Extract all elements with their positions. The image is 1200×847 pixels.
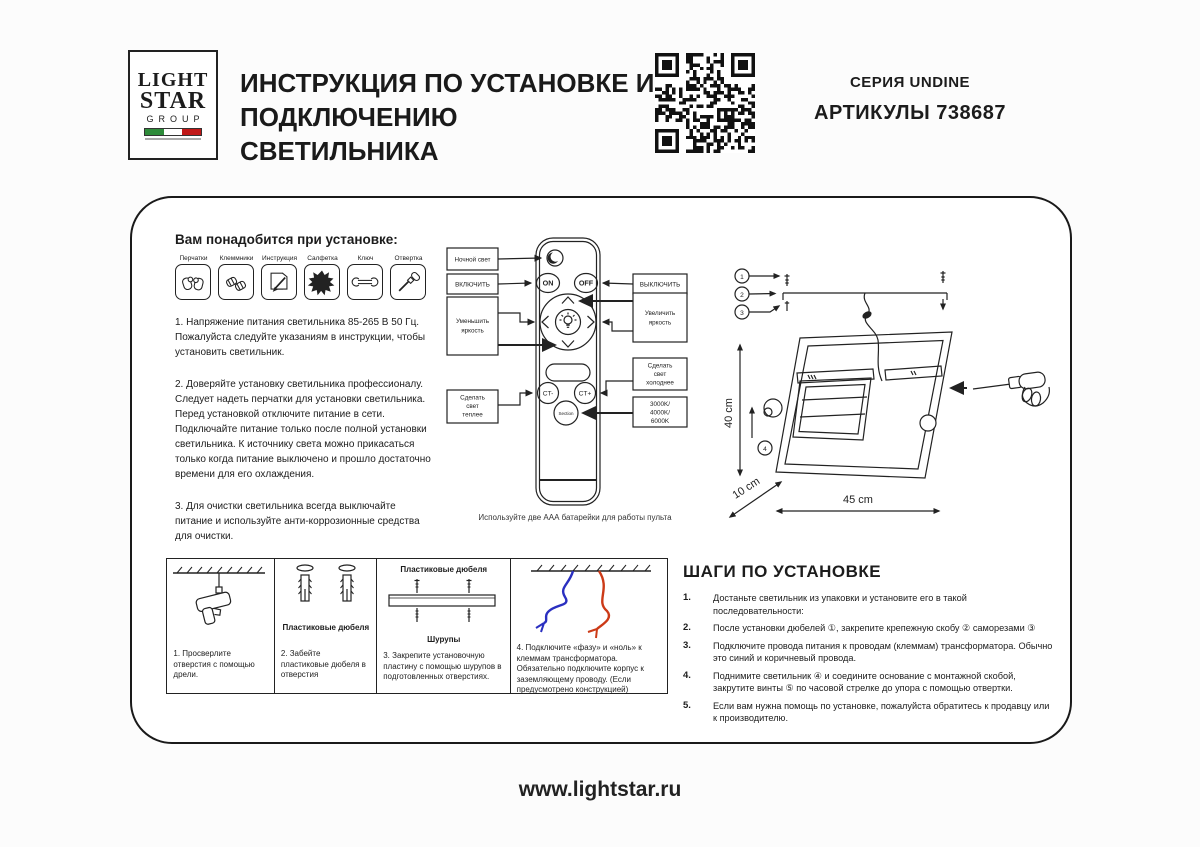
qr-code <box>655 53 755 153</box>
steps-heading: ШАГИ ПО УСТАНОВКЕ <box>683 562 882 581</box>
svg-text:Увеличить: Увеличить <box>644 310 676 317</box>
label-turn-on <box>447 274 531 294</box>
svg-text:10 cm: 10 cm <box>730 475 763 502</box>
instruction-icon <box>264 267 294 297</box>
svg-text:45 cm: 45 cm <box>843 494 873 506</box>
panel-3-caption: 3. Закрепите установочную пластину с помощью шурупов в подготовленных отверстиях. <box>383 651 502 681</box>
screwdriver-handle <box>1018 371 1046 389</box>
panel-4-caption: 4. Подключите «фазу» и «ноль» к клеммам трансформатора. Обязательно подключите корпус к заземляющему проводу. (Если предусмотрено конструкцией) <box>516 643 644 694</box>
light-fixture <box>764 332 952 478</box>
svg-text:CT+: CT+ <box>578 390 592 398</box>
step-1: 1. Достаньте светильник из упаковки и установите его в такой последовательности: <box>683 592 967 616</box>
logo-star: STAR <box>139 88 207 114</box>
svg-text:ON: ON <box>542 278 554 288</box>
mount-ear-right <box>920 415 936 431</box>
website-url: www.lightstar.ru <box>518 778 682 801</box>
hand-outline <box>1022 387 1049 406</box>
pill-button <box>546 364 590 381</box>
svg-text:яркость: яркость <box>461 327 484 335</box>
screw-4 <box>468 608 471 622</box>
title-line-2: ПОДКЛЮЧЕНИЮ СВЕТИЛЬНИКА <box>240 102 458 166</box>
driver-bar-right <box>885 366 942 380</box>
svg-text:холоднее: холоднее <box>646 379 674 387</box>
svg-text:1: 1 <box>740 273 744 281</box>
svg-text:ВКЛЮЧИТЬ: ВКЛЮЧИТЬ <box>455 281 490 289</box>
ct-minus-button <box>538 383 559 404</box>
ct-plus-button <box>575 383 596 404</box>
svg-text:40 cm: 40 cm <box>723 398 735 428</box>
panel-3-label-top: Пластиковые дюбеля <box>400 565 488 574</box>
off-button <box>575 274 598 293</box>
safety-notes <box>175 315 433 561</box>
tool-screwdriver: Отвертка <box>390 255 427 300</box>
plate-illustration <box>377 575 507 633</box>
series-label: СЕРИЯ UNDINE <box>849 74 971 91</box>
screw-3 <box>416 608 419 622</box>
label-warm-light <box>447 390 532 423</box>
label-decrease-brightness <box>447 297 554 355</box>
panel-2-label: Пластиковые дюбеля <box>282 623 370 632</box>
callout-3 <box>735 305 779 319</box>
screw-below-bracket <box>785 301 789 311</box>
remote-diagram <box>440 233 710 518</box>
label-turn-off <box>603 274 687 294</box>
svg-text:4000K/: 4000K/ <box>650 409 670 417</box>
svg-text:ВЫКЛЮЧИТЬ: ВЫКЛЮЧИТЬ <box>639 281 681 289</box>
step-4: 4. Поднимите светильник ④ и соедините основание с монтажной скобой, закрутите винты ⑤ по часовой стрелке до упора с помощью отвертки. <box>683 669 1016 693</box>
moon-icon <box>548 253 558 264</box>
power-wire <box>861 293 882 381</box>
svg-text:яркость: яркость <box>648 319 672 327</box>
dim-width <box>777 494 939 511</box>
night-light-button <box>547 250 563 266</box>
panel-dowels <box>274 558 378 694</box>
tools-row <box>175 255 433 300</box>
svg-text:Сделать: Сделать <box>460 394 485 402</box>
svg-text:4: 4 <box>763 445 767 453</box>
svg-text:Ночной свет: Ночной свет <box>454 256 491 264</box>
svg-text:6000K: 6000K <box>650 418 670 425</box>
dim-height <box>723 345 740 475</box>
panel-drill <box>166 558 275 694</box>
svg-text:3000K/: 3000K/ <box>650 401 670 408</box>
step-2: 2. После установки дюбелей ①, закрепите крепежную скобу ② саморезами ③ <box>683 622 1036 633</box>
note-professional: 2. Доверяйте установку светильника профессионалу. Следует надеть перчатки для установки светильника. Перед установкой отключите питание в сети. Подключайте питание только после полной установки светильника. К источнику света можно прикасаться только когда питание выключено и прошло достаточно времени для его охлаждения. <box>175 379 431 480</box>
tool-napkin: Салфетка <box>304 255 341 300</box>
title-line-1: ИНСТРУКЦИЯ ПО УСТАНОВКЕ И <box>240 68 655 98</box>
svg-text:Section: Section <box>558 410 574 416</box>
callout-1 <box>735 269 779 283</box>
svg-text:2: 2 <box>740 291 744 299</box>
mounting-bracket <box>783 271 947 311</box>
note-cleaning: 3. Для очистки светильника всегда выключайте питание и используйте анти-коррозионные средства для очистки. <box>175 501 420 542</box>
dowels-illustration <box>275 559 374 621</box>
wire-blue <box>544 571 573 623</box>
italy-flag-bar <box>144 128 202 136</box>
screw-2 <box>467 579 472 593</box>
hand-screwdriver <box>952 371 1049 406</box>
svg-text:свет: свет <box>466 403 479 410</box>
fixture-diagram <box>715 245 1060 535</box>
logo-group: GROUP <box>146 114 205 124</box>
tool-wrench: Ключ <box>347 255 384 300</box>
panel-1-caption: 1. Просверлите отверстия с помощью дрели. <box>173 649 255 679</box>
wires-illustration <box>511 559 663 639</box>
clamps-icon <box>221 267 251 297</box>
needs-heading: Вам понадобится при установке: <box>175 232 398 247</box>
screwdriver-icon <box>393 267 423 297</box>
dpad-up-arrow <box>562 297 574 304</box>
panel-plate <box>376 558 511 694</box>
installation-panels <box>168 558 668 694</box>
label-night-light <box>447 248 541 270</box>
wrench-icon <box>350 267 380 297</box>
screw-1 <box>415 579 420 593</box>
screw-top-left <box>785 274 790 286</box>
panel-2-caption: 2. Забейте пластиковые дюбеля в отверстия <box>280 649 366 679</box>
svg-text:Сделать: Сделать <box>647 362 673 370</box>
dpad-down-arrow <box>562 341 574 348</box>
napkin-icon <box>307 267 337 297</box>
dpad-right-arrow <box>588 316 595 328</box>
dpad-left-arrow <box>542 316 549 328</box>
logo-underline <box>145 138 201 140</box>
brightness-dpad <box>540 294 596 350</box>
step-5: 5. Если вам нужна помощь по установке, пожалуйста обратитесь к продавцу или к производителю. <box>683 699 1050 723</box>
tool-gloves: Перчатки <box>175 255 212 300</box>
logo-light: LIGHT <box>137 69 209 91</box>
tool-instruction: Инструкция <box>261 255 298 300</box>
dim-depth <box>730 475 781 517</box>
svg-text:CT-: CT- <box>542 390 554 398</box>
step-3: 3. Подключите провода питания к проводам (клеммам) трансформатора. Обычно это синий и коричневый провода. <box>683 639 1053 663</box>
section-button <box>554 401 578 425</box>
gloves-icon <box>178 267 208 297</box>
label-cold-light <box>601 358 687 393</box>
svg-text:OFF: OFF <box>578 278 594 288</box>
note-voltage: 1. Напряжение питания светильника 85-265 В 50 Гц. Пожалуйста следуйте указаниям в инструкции, чтобы установить светильник. <box>175 317 426 358</box>
svg-text:3: 3 <box>740 309 744 317</box>
tool-clamps: Клеммники <box>218 255 255 300</box>
screw-top-right <box>941 271 946 283</box>
svg-text:Уменьшить: Уменьшить <box>455 318 490 325</box>
lightstar-logo <box>128 50 218 160</box>
page-title <box>240 66 660 168</box>
article-number: АРТИКУЛЫ 738687 <box>814 102 1006 124</box>
bulb-icon <box>560 313 577 328</box>
svg-text:теплее: теплее <box>462 411 483 419</box>
installation-steps <box>683 562 1055 730</box>
svg-text:свет: свет <box>653 371 667 378</box>
panel-wiring <box>510 558 668 694</box>
callout-2 <box>735 287 775 301</box>
wire-red <box>597 571 609 629</box>
panel-3-label-bottom: Шурупы <box>427 635 461 644</box>
drill-illustration <box>167 559 271 634</box>
battery-note: Используйте две ААА батарейки для работы пульта <box>478 513 672 522</box>
